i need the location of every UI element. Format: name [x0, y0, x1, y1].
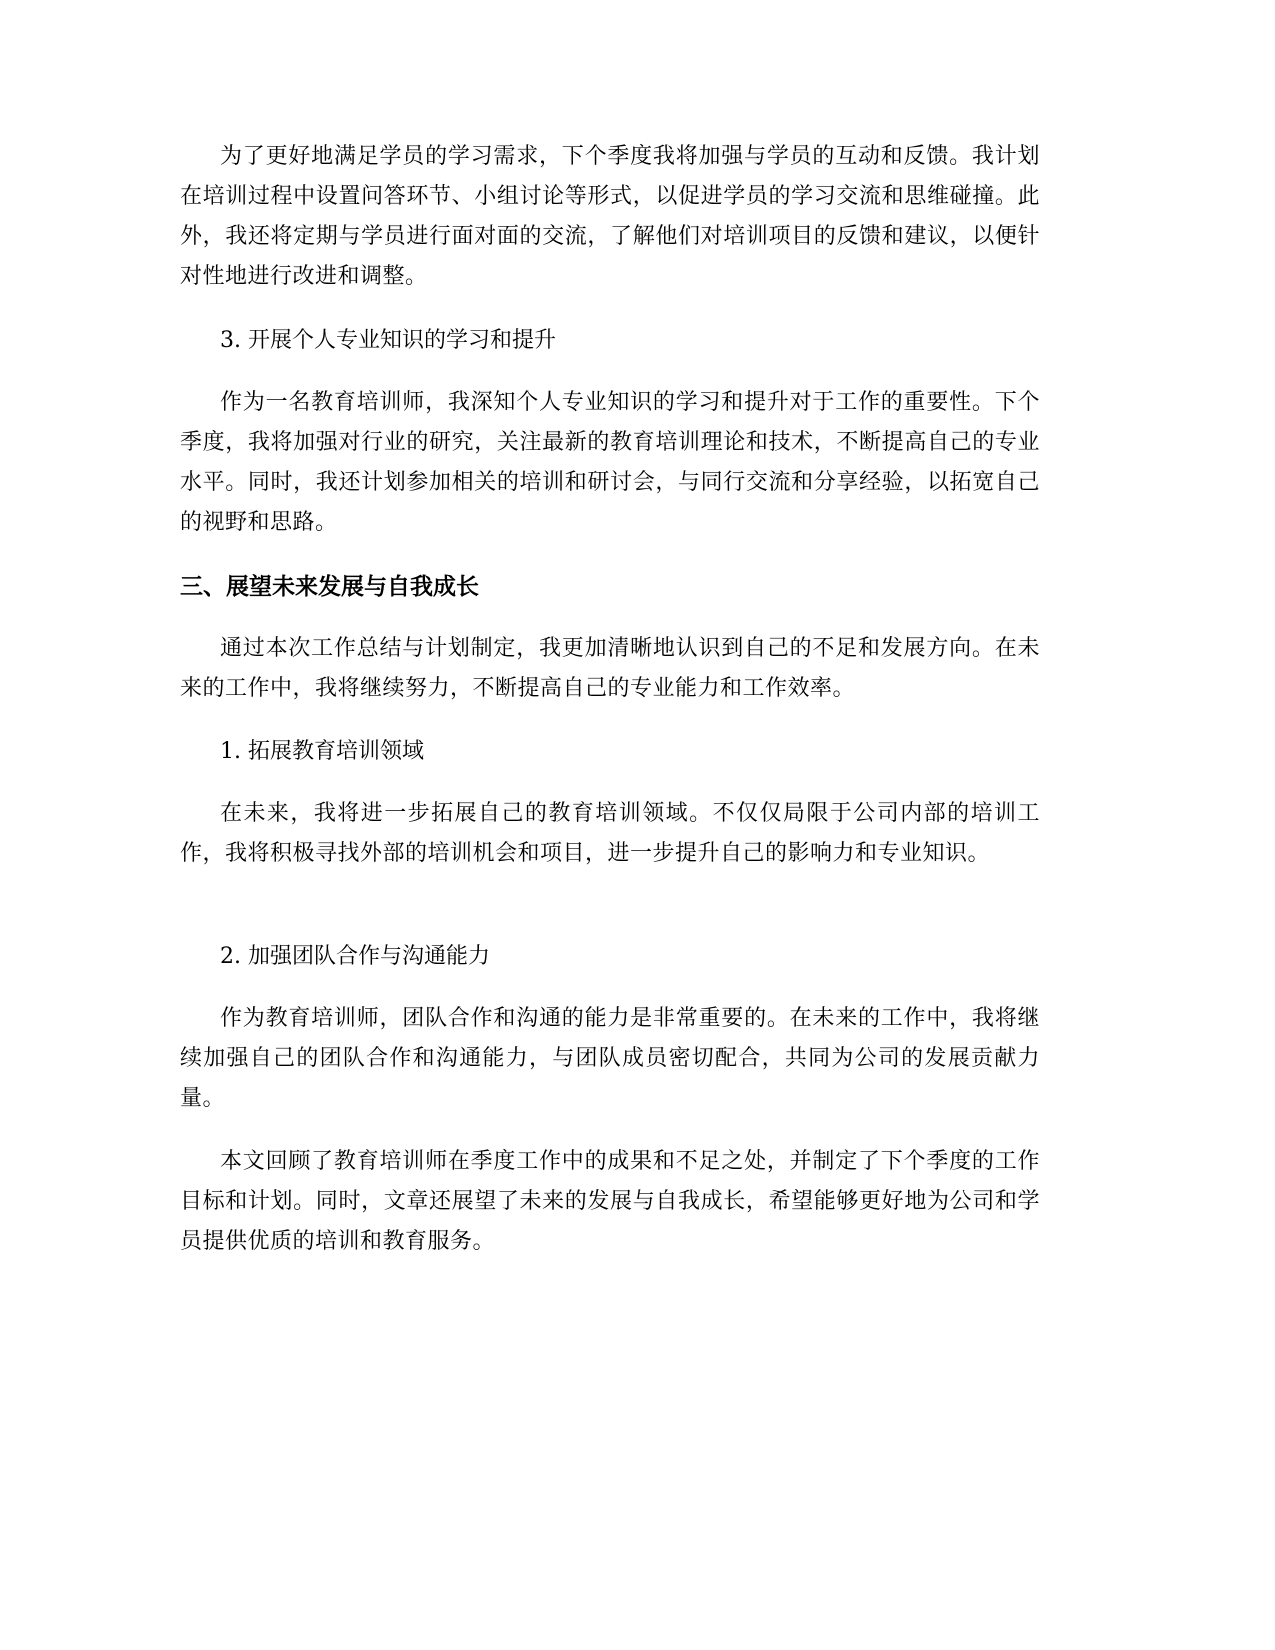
list-item-3-title: 3. 开展个人专业知识的学习和提升	[220, 328, 556, 353]
list-item-2-title: 2. 加强团队合作与沟通能力	[220, 944, 490, 969]
paragraph-learner-interaction: 为了更好地满足学员的学习需求，下个季度我将加强与学员的互动和反馈。我计划在培训过程中设置问答环节、小组讨论等形式，以促进学员的学习交流和思维碰撞。此外，我还将定期与学员进行面对面的交流，了解他们对培训项目的反馈和建议，以便针对性地进行改进和调整。	[180, 144, 1040, 289]
list-item-1-title: 1. 拓展教育培训领域	[220, 739, 424, 764]
paragraph-expand-field: 在未来，我将进一步拓展自己的教育培训领域。不仅仅局限于公司内部的培训工作，我将积极寻找外部的培训机会和项目，进一步提升自己的影响力和专业知识。	[180, 801, 1040, 866]
paragraph-teamwork: 作为教育培训师，团队合作和沟通的能力是非常重要的。在未来的工作中，我将继续加强自己的团队合作和沟通能力，与团队成员密切配合，共同为公司的发展贡献力量。	[180, 1006, 1040, 1111]
paragraph-summary: 本文回顾了教育培训师在季度工作中的成果和不足之处，并制定了下个季度的工作目标和计划。同时，文章还展望了未来的发展与自我成长，希望能够更好地为公司和学员提供优质的培训和教育服务。	[180, 1149, 1040, 1254]
paragraph-outlook: 通过本次工作总结与计划制定，我更加清晰地认识到自己的不足和发展方向。在未来的工作中，我将继续努力，不断提高自己的专业能力和工作效率。	[180, 636, 1040, 701]
section-heading-outlook: 三、展望未来发展与自我成长	[180, 574, 479, 600]
paragraph-professional-knowledge: 作为一名教育培训师，我深知个人专业知识的学习和提升对于工作的重要性。下个季度，我将加强对行业的研究，关注最新的教育培训理论和技术，不断提高自己的专业水平。同时，我还计划参加相关的培训和研讨会，与同行交流和分享经验，以拓宽自己的视野和思路。	[180, 390, 1040, 535]
